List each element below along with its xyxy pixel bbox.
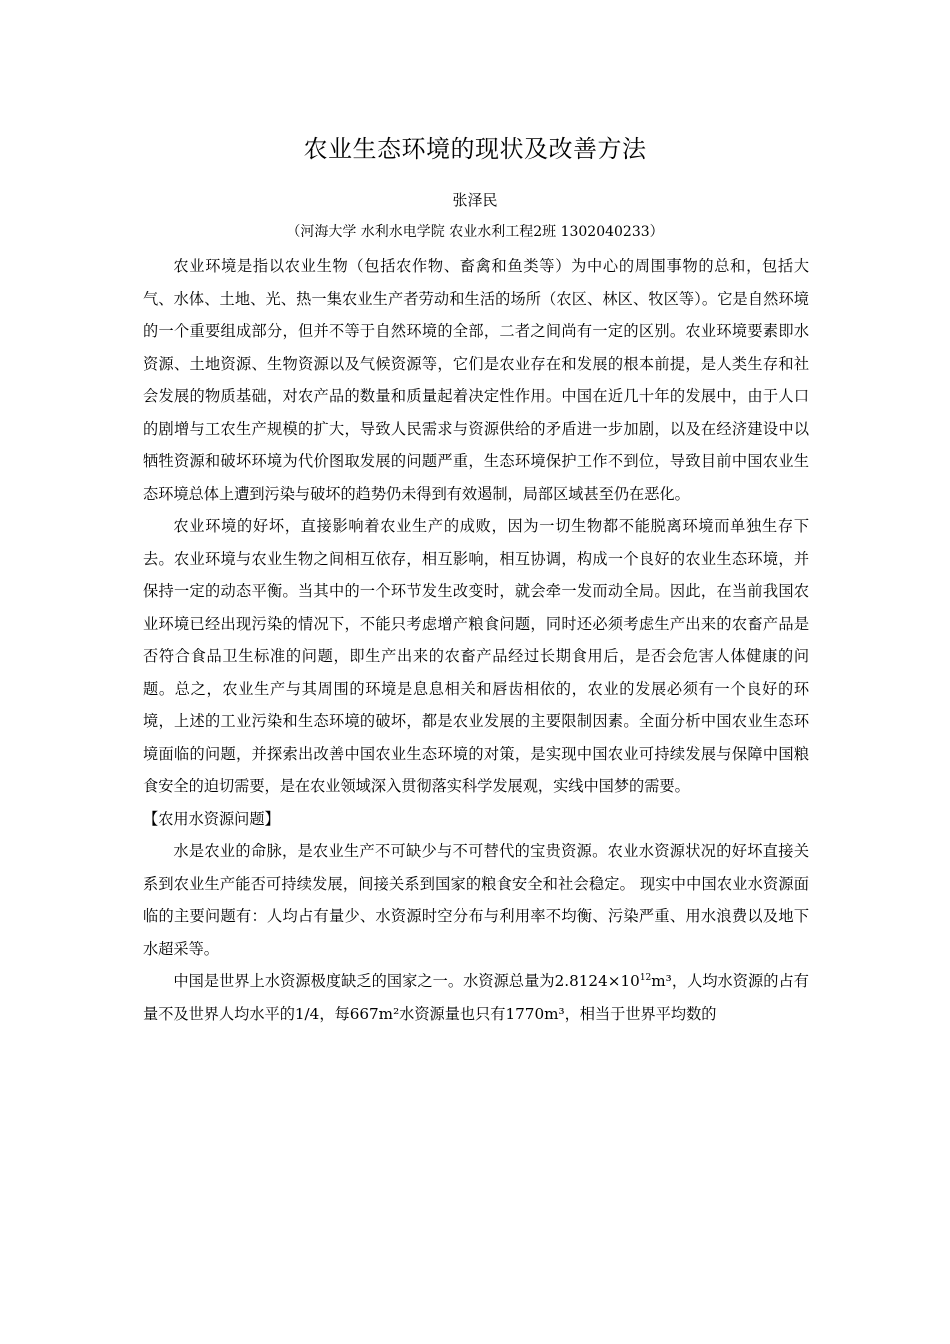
- author-name: 张泽民: [452, 191, 498, 209]
- author-affiliation: （河海大学 水利水电学院 农业水利工程2班 1302040233）: [286, 224, 664, 240]
- section-heading: 【农用水资源问题】: [143, 809, 280, 828]
- body-paragraph-2: 农业环境的好坏，直接影响着农业生产的成败，因为一切生物都不能脱离环境而单独生存下去。农业环境与农业生物之间相互依存，相互影响，相互协调，构成一个良好的农业生态环境，并保持一定的动态平衡。当其中的一个环节发生改变时，就会牵一发而动全局。因此，在当前我国农业环境已经出现污染的情况下，不能只考虑增产粮食问题，同时还必须考虑生产出来的农畜产品是否符合食品卫生标准的问题，即生产出来的农畜产品经过长期食用后，是否会危害人体健康的问题。总之，农业生产与其周围的环境是息息相关和唇齿相依的，农业的发展必须有一个良好的环境，上述的工业污染和生态环境的破坏，都是农业发展的主要限制因素。全面分析中国农业生态环境面临的问题，并探索出改善中国农业生态环境的对策，是实现中国农业可持续发展与保障中国粮食安全的迫切需要，是在农业领域深入贯彻落实科学发展观，实线中国梦的需要。: [143, 517, 809, 795]
- section-paragraph-1: 水是农业的命脉，是农业生产不可缺少与不可替代的宝贵资源。农业水资源状况的好坏直接关系到农业生产能否可持续发展，间接关系到国家的粮食安全和社会稳定。 现实中中国农业水资源面临的主要问题有：人均占有量少、水资源时空分布与利用率不均衡、污染严重、用水浪费以及地下水超采等。: [143, 842, 809, 958]
- document-body: [143, 250, 809, 1030]
- body-paragraph-1: 农业环境是指以农业生物（包括农作物、畜禽和鱼类等）为中心的周围事物的总和，包括大气、水体、土地、光、热一集农业生产者劳动和生活的场所（农区、林区、牧区等）。它是自然环境的一个重要组成部分，但并不等于自然环境的全部，二者之间尚有一定的区别。农业环境要素即水资源、土地资源、生物资源以及气候资源等，它们是农业存在和发展的根本前提，是人类生存和社会发展的物质基础，对农产品的数量和质量起着决定性作用。中国在近几十年的发展中，由于人口的剧增与工农生产规模的扩大，导致人民需求与资源供给的矛盾进一步加剧，以及在经济建设中以牺牲资源和破坏环境为代价图取发展的问题严重，生态环境保护工作不到位，导致目前中国农业生态环境总体上遭到污染与破坏的趋势仍未得到有效遏制，局部区域甚至仍在恶化。: [143, 257, 809, 503]
- section-paragraph-2: [143, 965, 809, 1030]
- paragraph-text-part-1: 中国是世界上水资源极度缺乏的国家之一。水资源总量为2.8124×10: [173, 972, 640, 990]
- document-title: 农业生态环境的现状及改善方法: [303, 135, 647, 163]
- paragraph-text-part-2: m³，人均水资源的占有量不及世界人均水平的1/4，每667m²水资源量也只有1770m³，相当于世界平均数的: [143, 972, 809, 1023]
- exponent: 12: [639, 972, 652, 983]
